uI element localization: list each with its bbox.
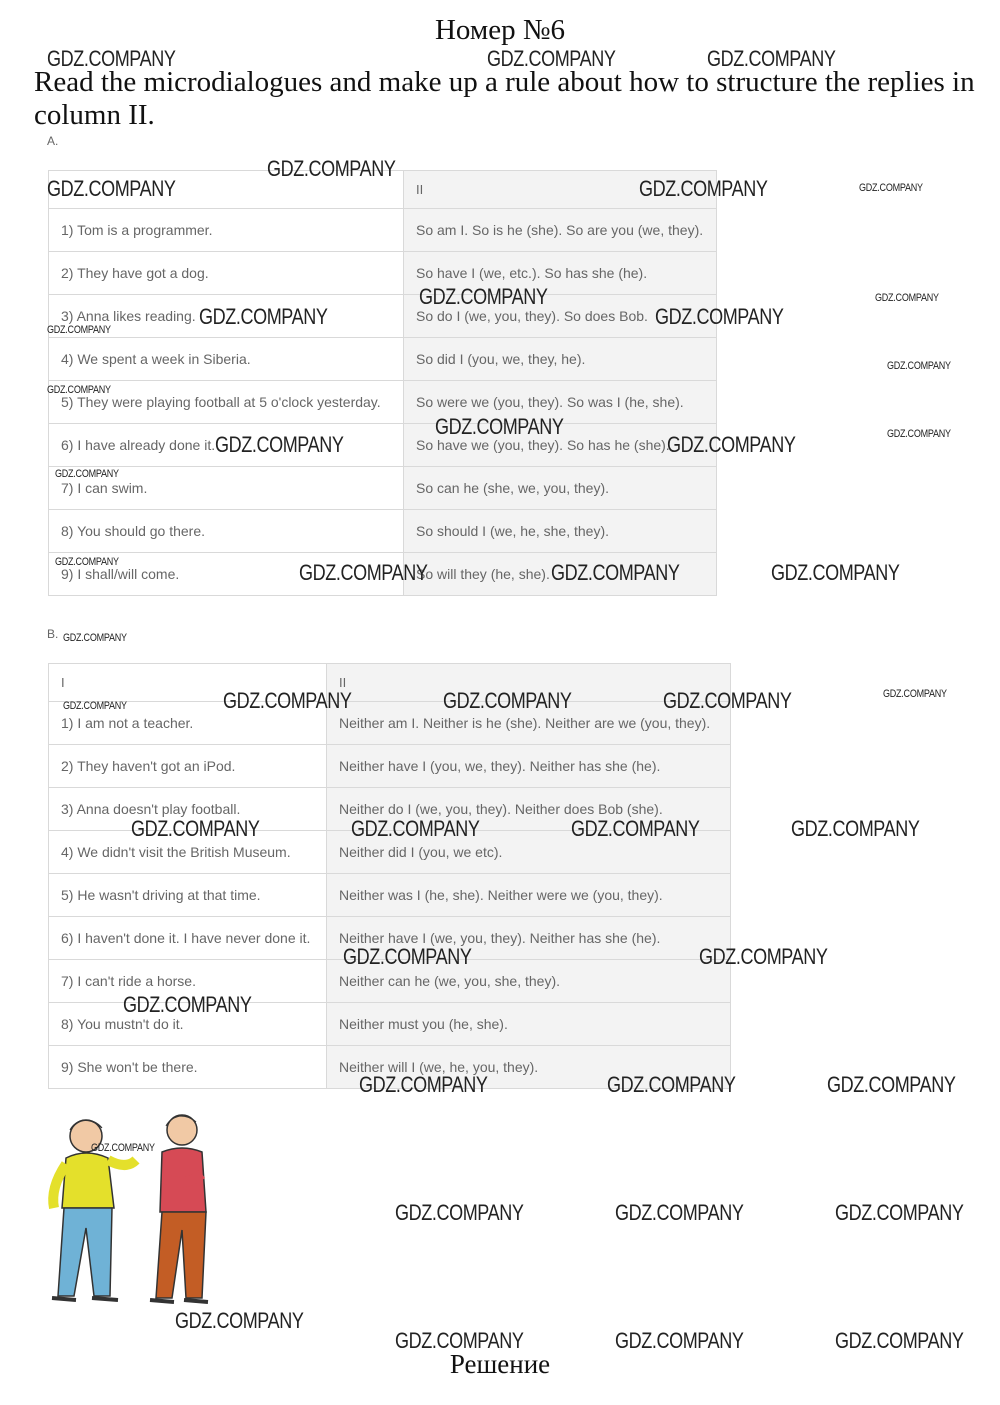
watermark-text: GDZ.COMPANY — [299, 560, 428, 585]
statement-cell: 7) I can swim. — [49, 467, 404, 510]
reply-cell: Neither was I (he, she). Neither were we (you, they). — [327, 874, 731, 917]
table-row — [49, 338, 717, 381]
statement-cell: 4) We spent a week in Siberia. — [49, 338, 404, 381]
table-row — [49, 295, 717, 338]
watermark-text: GDZ.COMPANY — [47, 46, 176, 71]
watermark-text: GDZ.COMPANY — [859, 182, 923, 194]
watermark-text: GDZ.COMPANY — [487, 46, 616, 71]
statement-cell: 4) We didn't visit the British Museum. — [49, 831, 327, 874]
column-2-header: II — [404, 171, 717, 209]
watermark-text: GDZ.COMPANY — [607, 1072, 736, 1097]
reply-cell: Neither did I (you, we etc). — [327, 831, 731, 874]
statement-cell: 3) Anna likes reading. — [49, 295, 404, 338]
watermark-text: GDZ.COMPANY — [351, 816, 480, 841]
watermark-text: GDZ.COMPANY — [639, 176, 768, 201]
reply-cell: So do I (we, you, they). So does Bob. — [404, 295, 717, 338]
watermark-text: GDZ.COMPANY — [395, 1328, 524, 1353]
statement-cell: 6) I have already done it. — [49, 424, 404, 467]
table-row — [49, 702, 731, 745]
watermark-text: GDZ.COMPANY — [791, 816, 920, 841]
statement-cell: 5) They were playing football at 5 o'clock yesterday. — [49, 381, 404, 424]
page-title: Номер №6 — [434, 14, 566, 46]
watermark-text: GDZ.COMPANY — [419, 284, 548, 309]
watermark-text: GDZ.COMPANY — [47, 384, 111, 396]
watermark-text: GDZ.COMPANY — [667, 432, 796, 457]
section-b-label: B. — [47, 627, 59, 641]
statement-cell: 8) You mustn't do it. — [49, 1003, 327, 1046]
section-a-label: A. — [47, 134, 59, 148]
reply-cell: So were we (you, they). So was I (he, she). — [404, 381, 717, 424]
watermark-text: GDZ.COMPANY — [55, 468, 119, 480]
reply-cell: So did I (you, we, they, he). — [404, 338, 717, 381]
watermark-text: GDZ.COMPANY — [215, 432, 344, 457]
watermark-text: GDZ.COMPANY — [199, 304, 328, 329]
table-row — [49, 745, 731, 788]
watermark-text: GDZ.COMPANY — [835, 1328, 964, 1353]
watermark-text: GDZ.COMPANY — [875, 292, 939, 304]
reply-cell: So have I (we, etc.). So has she (he). — [404, 252, 717, 295]
watermark-text: GDZ.COMPANY — [887, 428, 951, 440]
statement-cell: 2) They have got a dog. — [49, 252, 404, 295]
watermark-text: GDZ.COMPANY — [359, 1072, 488, 1097]
statement-cell: 8) You should go there. — [49, 510, 404, 553]
table-header-row — [49, 664, 731, 702]
statement-cell: 9) She won't be there. — [49, 1046, 327, 1089]
reply-cell: Neither will I (we, he, you, they). — [327, 1046, 731, 1089]
table-row — [49, 252, 717, 295]
watermark-text: GDZ.COMPANY — [615, 1200, 744, 1225]
watermark-text: GDZ.COMPANY — [63, 700, 127, 712]
watermark-text: GDZ.COMPANY — [615, 1328, 744, 1353]
two-boys-illustration — [44, 1108, 224, 1308]
watermark-text: GDZ.COMPANY — [223, 688, 352, 713]
statement-cell: 7) I can't ride a horse. — [49, 960, 327, 1003]
watermark-text: GDZ.COMPANY — [47, 324, 111, 336]
watermark-text: GDZ.COMPANY — [655, 304, 784, 329]
table-row — [49, 209, 717, 252]
watermark-text: GDZ.COMPANY — [443, 688, 572, 713]
reply-cell: So will they (he, she). — [404, 553, 717, 596]
table-b — [48, 663, 731, 1089]
table-row — [49, 510, 717, 553]
reply-cell: Neither must you (he, she). — [327, 1003, 731, 1046]
watermark-text: GDZ.COMPANY — [835, 1200, 964, 1225]
reply-cell: Neither do I (we, you, they). Neither does Bob (she). — [327, 788, 731, 831]
watermark-text: GDZ.COMPANY — [551, 560, 680, 585]
watermark-text: GDZ.COMPANY — [63, 632, 127, 644]
watermark-text: GDZ.COMPANY — [699, 944, 828, 969]
watermark-text: GDZ.COMPANY — [343, 944, 472, 969]
watermark-text: GDZ.COMPANY — [827, 1072, 956, 1097]
watermark-text: GDZ.COMPANY — [883, 688, 947, 700]
statement-cell: 1) Tom is a programmer. — [49, 209, 404, 252]
watermark-text: GDZ.COMPANY — [91, 1142, 155, 1154]
table-row — [49, 467, 717, 510]
reply-cell: So am I. So is he (she). So are you (we, they). — [404, 209, 717, 252]
reply-cell: Neither have I (you, we, they). Neither has she (he). — [327, 745, 731, 788]
watermark-text: GDZ.COMPANY — [887, 360, 951, 372]
reply-cell: So have we (you, they). So has he (she). — [404, 424, 717, 467]
statement-cell: 6) I haven't done it. I have never done it. — [49, 917, 327, 960]
reply-cell: So can he (she, we, you, they). — [404, 467, 717, 510]
instructions-text: Read the microdialogues and make up a rule about how to structure the replies in column II. — [34, 66, 975, 131]
watermark-text: GDZ.COMPANY — [47, 176, 176, 201]
column-2-header: II — [327, 664, 731, 702]
watermark-text: GDZ.COMPANY — [175, 1308, 304, 1333]
watermark-text: GDZ.COMPANY — [435, 414, 564, 439]
watermark-text: GDZ.COMPANY — [267, 156, 396, 181]
reply-cell: So should I (we, he, she, they). — [404, 510, 717, 553]
column-1-header: I — [49, 664, 327, 702]
statement-cell: 3) Anna doesn't play football. — [49, 788, 327, 831]
watermark-text: GDZ.COMPANY — [395, 1200, 524, 1225]
table-row — [49, 424, 717, 467]
table-a — [48, 170, 717, 596]
table-row — [49, 874, 731, 917]
solution-title: Решение — [449, 1349, 551, 1379]
watermark-text: GDZ.COMPANY — [663, 688, 792, 713]
statement-cell: 1) I am not a teacher. — [49, 702, 327, 745]
reply-cell: Neither have I (we, you, they). Neither has she (he). — [327, 917, 731, 960]
watermark-text: GDZ.COMPANY — [123, 992, 252, 1017]
watermark-text: GDZ.COMPANY — [571, 816, 700, 841]
watermark-text: GDZ.COMPANY — [55, 556, 119, 568]
watermark-text: GDZ.COMPANY — [707, 46, 836, 71]
watermark-text: GDZ.COMPANY — [131, 816, 260, 841]
watermark-text: GDZ.COMPANY — [771, 560, 900, 585]
reply-cell: Neither can he (we, you, she, they). — [327, 960, 731, 1003]
statement-cell: 2) They haven't got an iPod. — [49, 745, 327, 788]
statement-cell: 5) He wasn't driving at that time. — [49, 874, 327, 917]
reply-cell: Neither am I. Neither is he (she). Neither are we (you, they). — [327, 702, 731, 745]
table-row — [49, 381, 717, 424]
statement-cell: 9) I shall/will come. — [49, 553, 404, 596]
